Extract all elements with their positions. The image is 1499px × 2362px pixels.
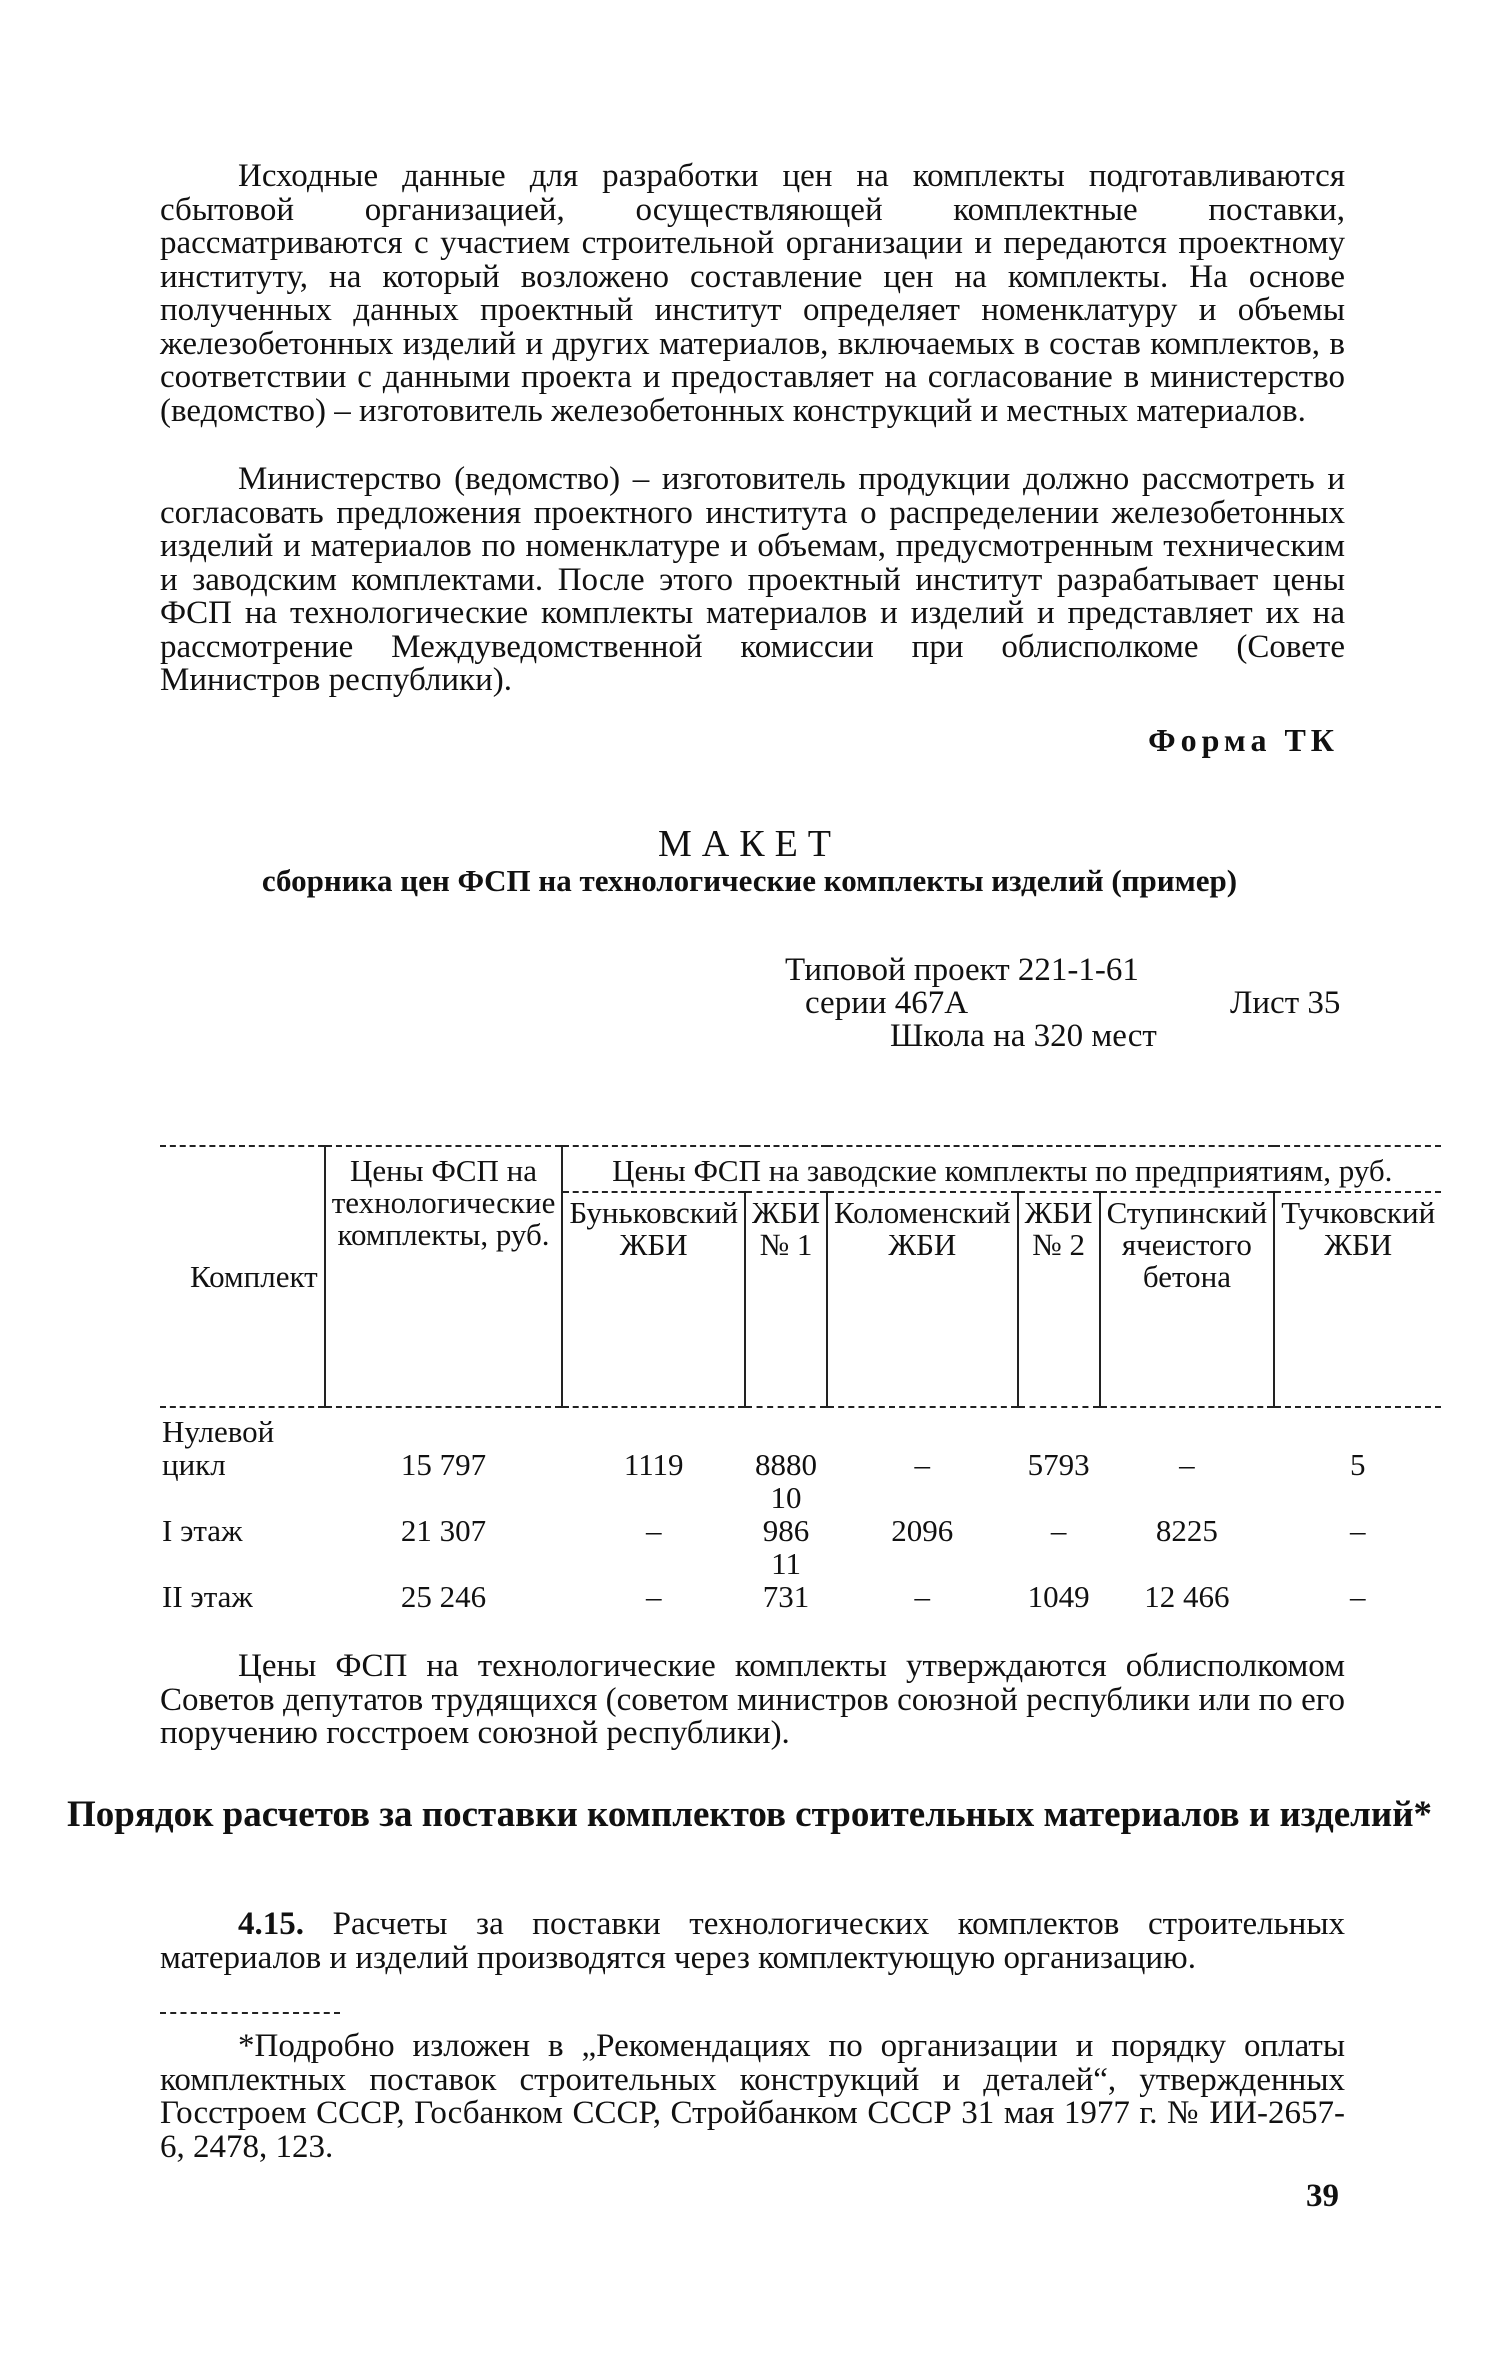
row-cell: 8225	[1155, 1513, 1218, 1548]
section-paragraph: 4.15. Расчеты за поставки технологических комплектов строительных материалов и изделий производятся через комплектующую организацию.	[160, 1906, 1345, 1976]
row-cell: –	[1349, 1513, 1366, 1548]
row-cell: 12 466	[1144, 1579, 1230, 1614]
header-factory-col: ЖБИ № 1	[745, 1192, 827, 1407]
row-cell: –	[1349, 1579, 1366, 1614]
paragraph-1: Исходные данные для разработки цен на комплекты подготавливаются сбытовой организацией, осуществляющей комплектные поставки, рассматриваются с участием строительной организации и передаются проектному институту, на который возложено составление цен на комплекты. На основе полученных данных проектный институт определяет номенклатуру и объемы железобетонных изделий и других материалов, включаемых в состав комплектов, в соответствии с данными проекта и предоставляет на согласование в министерство (ведомство) – изготовитель железобетонных конструкций и местных материалов.	[160, 158, 1345, 429]
header-tech-prices: Цены ФСП на технологические комплекты, руб.	[325, 1146, 563, 1407]
paragraph-after-table: Цены ФСП на технологические комплекты утверждаются облисполкомом Советов депутатов трудящихся (советом министров союзной республики или по его поручению госстроем союзной республики).	[160, 1648, 1345, 1751]
footnote: *Подробно изложен в „Рекомендациях по организации и порядку оплаты комплектных поставок строительных конструкций и деталей“, утвержденных Госстроем СССР, Госбанком СССР, Стройбанком СССР 31 мая 1977 г. № ИИ-2657-6, 2478, 123.	[160, 2028, 1345, 2165]
price-table	[160, 1145, 1441, 1613]
table-row	[160, 1415, 1441, 1481]
maket-subtitle: сборника цен ФСП на технологические комплекты изделий (пример)	[261, 863, 1238, 898]
row-cell: –	[914, 1447, 931, 1482]
row-cell: –	[914, 1579, 931, 1614]
row-cell: 1119	[623, 1447, 684, 1482]
project-line-3: Школа на 320 мест	[890, 1018, 1157, 1054]
row-cell: –	[1179, 1447, 1195, 1482]
row-name: I этаж	[162, 1513, 243, 1548]
table-row	[160, 1481, 1441, 1547]
row-cell: –	[645, 1579, 662, 1614]
header-factory-group: Цены ФСП на заводские комплекты по предприятиям, руб.	[562, 1146, 1441, 1192]
page-number: 39	[1306, 2178, 1339, 2214]
project-line-1: Типовой проект 221-1-61	[785, 952, 1139, 988]
maket-title: МАКЕТ	[658, 823, 841, 865]
row-cell: 1049	[1027, 1579, 1090, 1614]
table-row	[160, 1547, 1441, 1613]
header-factory-col: Буньковский ЖБИ	[562, 1192, 745, 1407]
paragraph-2: Министерство (ведомство) – изготовитель продукции должно рассмотреть и согласовать предложения проектного института о распределении железобетонных изделий и материалов по номенклатуре и объемам, предусмотренным техническим и заводским комплектами. После этого проектный институт разрабатывает цены ФСП на технологические комплекты материалов и изделий и представляет их на рассмотрение Междуведомственной комиссии при облисполкоме (Совете Министров республики).	[160, 461, 1345, 698]
header-factory-col: ЖБИ № 2	[1018, 1192, 1100, 1407]
row-cell: –	[645, 1513, 662, 1548]
header-factory-col: Коломенский ЖБИ	[827, 1192, 1018, 1407]
row-cell: 8880	[755, 1447, 818, 1482]
row-tech: 15 797	[400, 1447, 487, 1482]
row-name: Нулевой цикл	[162, 1414, 275, 1482]
section-heading: Порядок расчетов за поставки комплектов строительных материалов и изделий*	[66, 1794, 1433, 1835]
row-cell: 11 731	[762, 1546, 810, 1614]
row-name: II этаж	[162, 1579, 253, 1614]
row-tech: 25 246	[400, 1579, 487, 1614]
row-cell: 2096	[891, 1513, 954, 1548]
row-cell: 10 986	[762, 1480, 810, 1548]
header-komplekt: Комплект	[160, 1146, 325, 1407]
row-cell: –	[1050, 1513, 1067, 1548]
form-label: Форма ТК	[1148, 722, 1339, 758]
header-factory-col: Ступинский ячеистого бетона	[1100, 1192, 1275, 1407]
row-cell: 5	[1349, 1447, 1366, 1482]
header-factory-col: Тучковский ЖБИ	[1274, 1192, 1441, 1407]
project-line-2: серии 467А	[805, 985, 969, 1021]
row-cell: 5793	[1027, 1447, 1090, 1482]
footnote-separator	[160, 2012, 340, 2014]
row-tech: 21 307	[400, 1513, 487, 1548]
project-sheet: Лист 35	[1230, 985, 1341, 1021]
section-number: 4.15.	[238, 1906, 304, 1942]
